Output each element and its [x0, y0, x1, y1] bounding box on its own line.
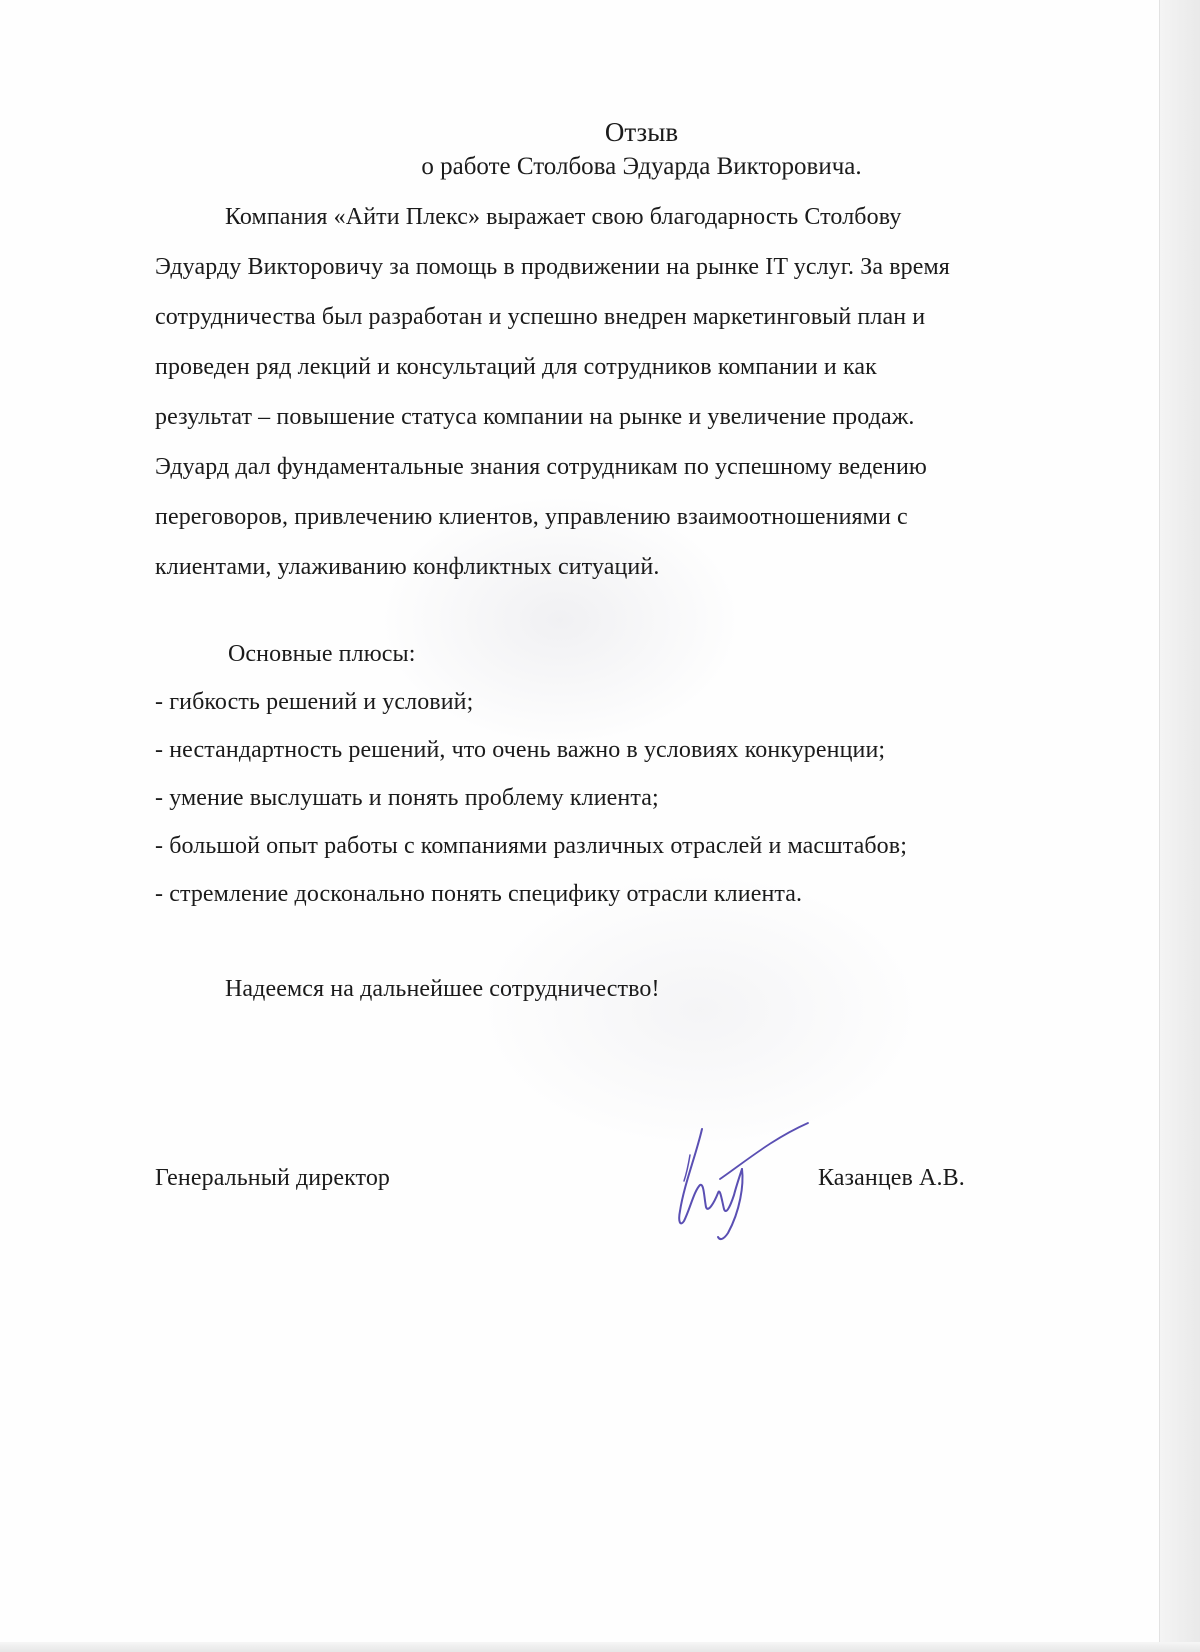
signer-name: Казанцев А.В.: [818, 1165, 965, 1191]
document-title: Отзыв: [604, 117, 679, 147]
pros-heading: Основные плюсы:: [228, 641, 416, 667]
body-line: Эдуарду Викторовичу за помощь в продвижении на рынке IT услуг. За время: [155, 254, 950, 280]
pros-item: - большой опыт работы с компаниями различных отраслей и масштабов;: [155, 833, 907, 859]
closing-line: Надеемся на дальнейшее сотрудничество!: [225, 976, 660, 1002]
body-line: переговоров, привлечению клиентов, управлению взаимоотношениями с: [155, 504, 908, 530]
body-line: Эдуард дал фундаментальные знания сотрудникам по успешному ведению: [155, 454, 927, 480]
body-line: клиентами, улаживанию конфликтных ситуаций.: [155, 554, 660, 580]
scan-edge-shadow: [1159, 0, 1200, 1652]
scan-bottom-edge: [0, 1642, 1200, 1652]
pros-item: - стремление досконально понять специфику отрасли клиента.: [155, 881, 803, 907]
body-line: результат – повышение статуса компании на рынке и увеличение продаж.: [155, 404, 915, 430]
pros-item: - умение выслушать и понять проблему клиента;: [155, 785, 659, 811]
body-line: Компания «Айти Плекс» выражает свою благодарность Столбову: [225, 204, 902, 230]
body-line: сотрудничества был разработан и успешно внедрен маркетинговый план и: [155, 304, 926, 330]
handwritten-signature: [660, 1115, 810, 1245]
body-line: проведен ряд лекций и консультаций для сотрудников компании и как: [155, 354, 877, 380]
document-subtitle: о работе Столбова Эдуарда Викторовича.: [421, 153, 862, 180]
pros-item: - гибкость решений и условий;: [155, 689, 474, 715]
signer-position: Генеральный директор: [155, 1165, 391, 1191]
pros-item: - нестандартность решений, что очень важно в условиях конкуренции;: [155, 737, 886, 763]
